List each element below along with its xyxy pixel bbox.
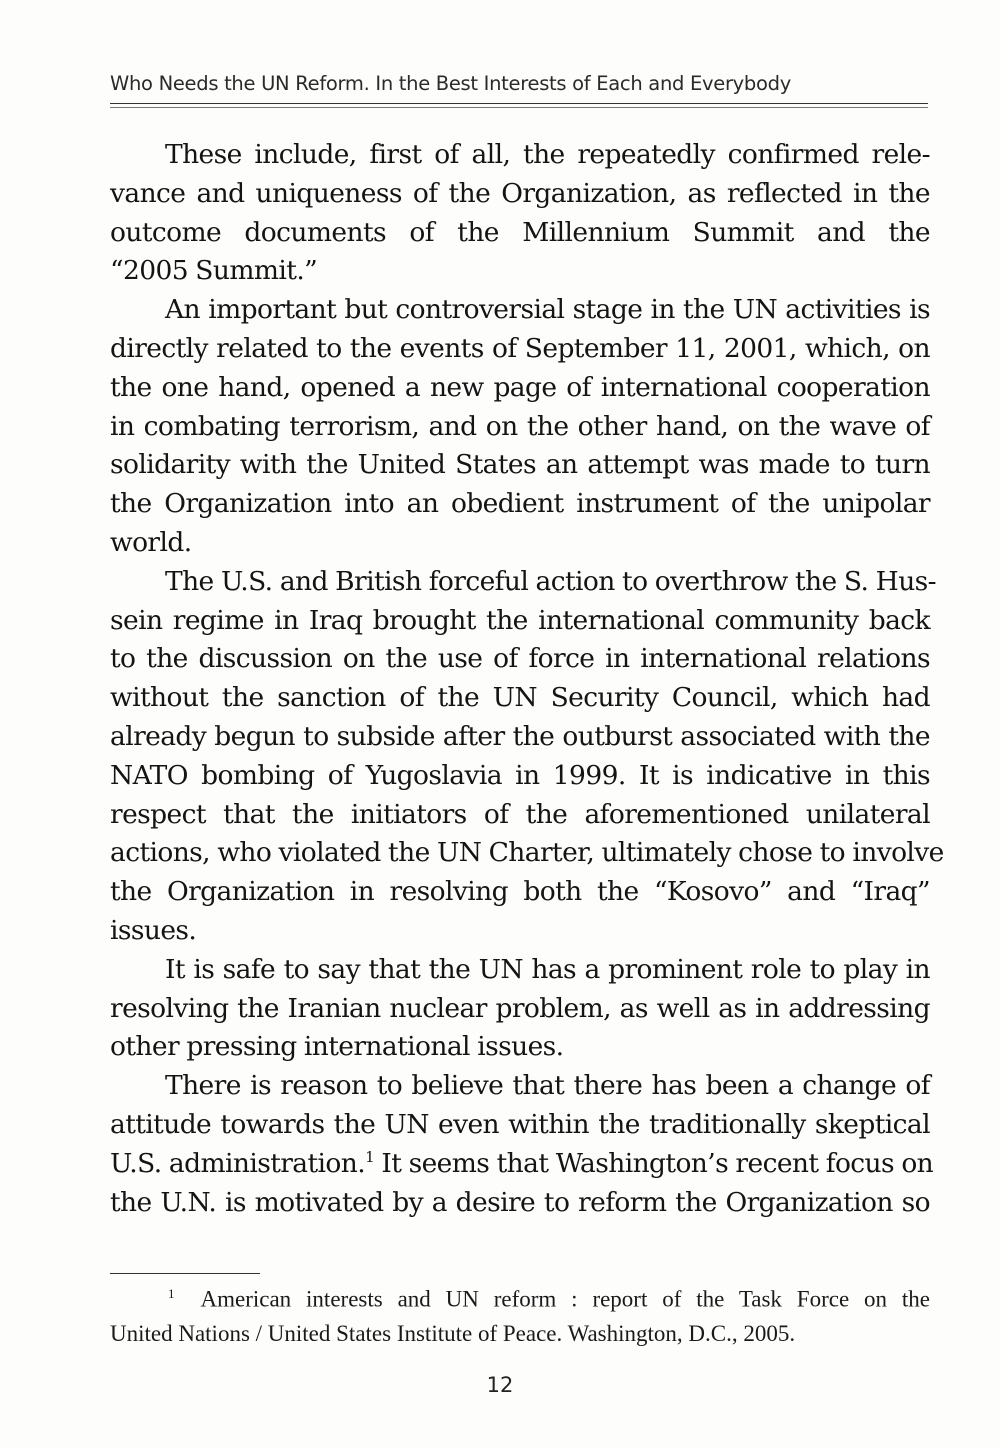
footnote-rule: [110, 1273, 260, 1274]
text-line: without the sanction of the UN Security Council, which had: [110, 682, 930, 714]
text-line: There is reason to believe that there has been a change of: [165, 1070, 930, 1102]
text-line: attitude towards the UN even within the traditionally skeptical: [110, 1108, 930, 1140]
page-number: 12: [486, 1373, 514, 1397]
text-line: [110, 1145, 934, 1184]
text-fragment: It seems that Washington’s recent focus on: [374, 1147, 934, 1179]
text-line: to the discussion on the use of force in international relations: [110, 643, 930, 675]
text-line: in combating terrorism, and on the other hand, on the wave of: [110, 410, 930, 442]
running-head: Who Needs the UN Reform. In the Best Interests of Each and Everybody: [110, 72, 791, 95]
header-rule: [110, 103, 928, 104]
footnote-line: United Nations / United States Institute of Peace. Washington, D.C., 2005.: [110, 1320, 796, 1346]
text-line: the Organization into an obedient instrument of the unipolar: [110, 488, 930, 520]
text-line: sein regime in Iraq brought the international community back: [110, 604, 930, 636]
footnote-text: American interests and UN reform : report of the Task Force on the: [200, 1286, 930, 1312]
text-fragment: U.S. administration.: [110, 1147, 366, 1179]
text-line: It is safe to say that the UN has a prominent role to play in: [165, 953, 930, 985]
text-line: world.: [110, 526, 192, 558]
text-line: An important but controversial stage in the UN activities is: [165, 294, 930, 326]
text-line: the U.N. is motivated by a desire to reform the Organization so: [110, 1186, 930, 1218]
text-line: the one hand, opened a new page of international cooperation: [110, 371, 930, 403]
text-line: resolving the Iranian nuclear problem, as well as in addressing: [110, 992, 930, 1024]
footnote: [110, 1277, 930, 1351]
text-line: actions, who violated the UN Charter, ultimately chose to involve: [110, 837, 944, 869]
header-rule-thin: [110, 107, 928, 108]
text-line: other pressing international issues.: [110, 1031, 564, 1063]
text-line: respect that the initiators of the aforementioned unilateral: [110, 798, 930, 830]
text-line: These include, first of all, the repeatedly confirmed rele-: [165, 139, 930, 170]
text-line: the Organization in resolving both the “Kosovo” and “Iraq”: [110, 876, 930, 908]
text-line: vance and uniqueness of the Organization, as reflected in the: [110, 177, 930, 209]
text-line: issues.: [110, 914, 197, 946]
text-line: The U.S. and British forceful action to overthrow the S. Hus-: [165, 565, 937, 597]
text-line: solidarity with the United States an attempt was made to turn: [110, 449, 930, 481]
footnote-marker: 1: [168, 1286, 175, 1301]
text-line: outcome documents of the Millennium Summit and the: [110, 216, 930, 248]
text-line: directly related to the events of September 11, 2001, which, on: [110, 332, 930, 364]
footnote-line: [110, 1277, 930, 1317]
footnote-reference[interactable]: 1: [365, 1147, 375, 1166]
text-line: NATO bombing of Yugoslavia in 1999. It is indicative in this: [110, 759, 930, 791]
text-line: already begun to subside after the outburst associated with the: [110, 720, 930, 752]
body-text: [110, 136, 944, 1222]
text-line: “2005 Summit.”: [110, 255, 318, 287]
